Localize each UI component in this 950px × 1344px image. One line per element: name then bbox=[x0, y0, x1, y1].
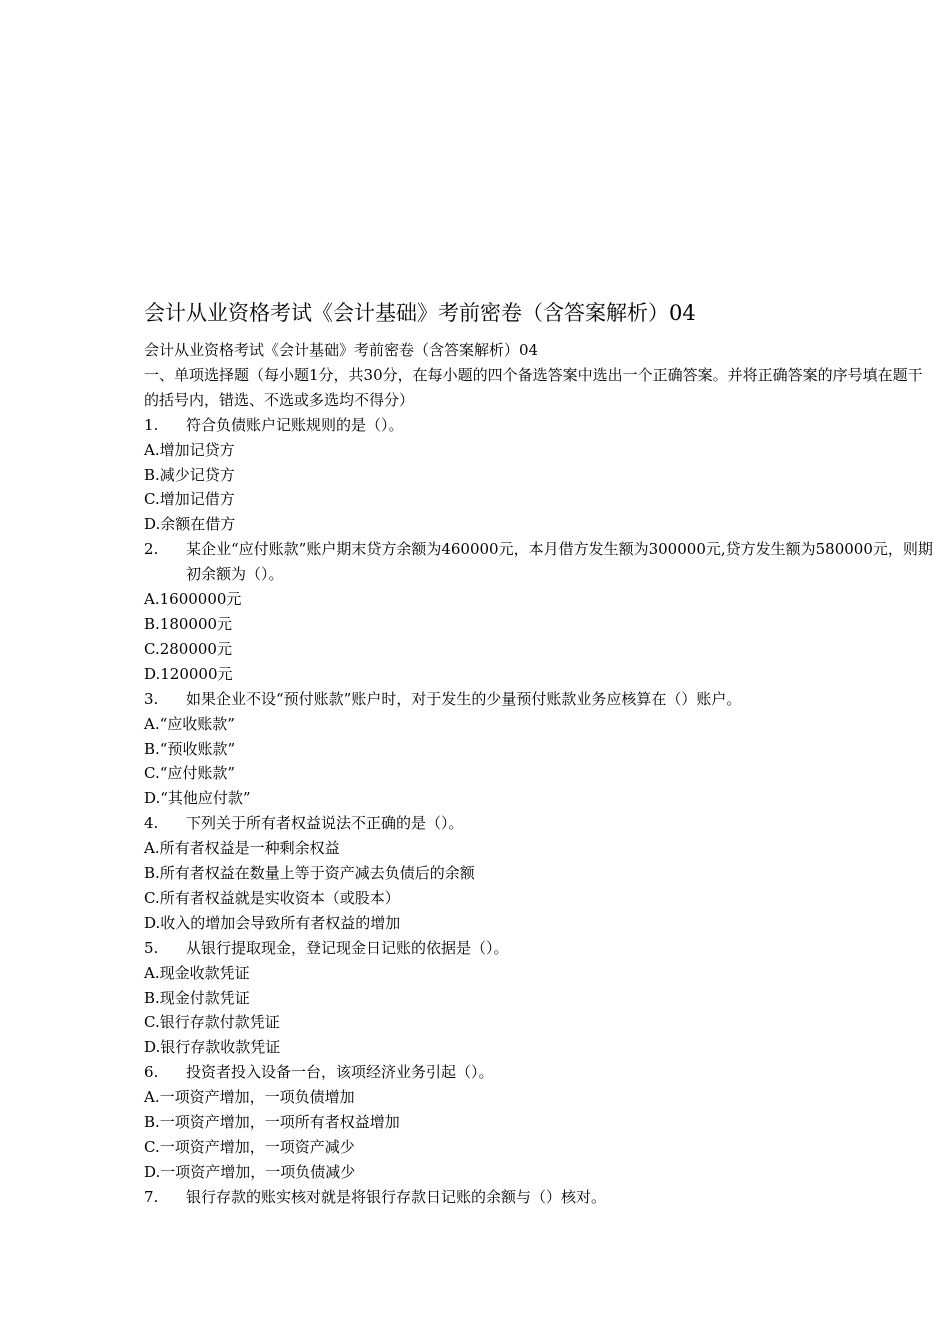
question-stem bbox=[144, 687, 934, 712]
answer-option: B.现金付款凭证 bbox=[144, 988, 250, 1007]
document-subtitle: 会计从业资格考试《会计基础》考前密卷（含答案解析）04 bbox=[144, 341, 539, 359]
question-text: 如果企业不设“预付账款”账户时，对于发生的少量预付账款业务应核算在（）账户。 bbox=[186, 689, 742, 708]
answer-option: C.增加记借方 bbox=[144, 490, 235, 509]
question-text: 银行存款的账实核对就是将银行存款日记账的余额与（）核对。 bbox=[186, 1187, 607, 1206]
question-number: 6. bbox=[144, 1063, 159, 1082]
answer-option: D.一项资产增加，一项负债减少 bbox=[144, 1162, 356, 1181]
answer-option: B.“预收账款” bbox=[144, 739, 236, 758]
answer-option: A.现金收款凭证 bbox=[144, 963, 250, 982]
answer-option: A.一项资产增加，一项负债增加 bbox=[144, 1088, 355, 1107]
question-number: 4. bbox=[144, 814, 159, 833]
question-stem bbox=[144, 1185, 934, 1210]
answer-option: A.所有者权益是一种剩余权益 bbox=[144, 839, 340, 858]
answer-option: D.120000元 bbox=[144, 664, 233, 683]
answer-option: B.所有者权益在数量上等于资产减去负债后的余额 bbox=[144, 864, 475, 883]
answer-option: A.“应收账款” bbox=[144, 714, 235, 733]
answer-option: C.280000元 bbox=[144, 639, 232, 658]
question-number: 5. bbox=[144, 938, 159, 957]
answer-option: D.收入的增加会导致所有者权益的增加 bbox=[144, 913, 401, 932]
answer-option: B.减少记贷方 bbox=[144, 465, 235, 484]
question-stem bbox=[144, 1060, 934, 1085]
question-number: 3. bbox=[144, 689, 159, 708]
question-text: 某企业“应付账款”账户期末贷方余额为460000元，本月借方发生额为300000元,贷方发生额为580000元，则期初余额为（）。 bbox=[186, 540, 933, 584]
answer-option: D.银行存款收款凭证 bbox=[144, 1038, 281, 1057]
answer-option: B.180000元 bbox=[144, 614, 233, 633]
question-text: 下列关于所有者权益说法不正确的是（）。 bbox=[186, 814, 464, 833]
question-stem bbox=[144, 537, 934, 587]
answer-option: C.银行存款付款凭证 bbox=[144, 1013, 280, 1032]
question-stem bbox=[144, 811, 934, 836]
question-list bbox=[144, 413, 934, 1210]
question-text: 投资者投入设备一台，该项经济业务引起（）。 bbox=[186, 1063, 494, 1082]
document-page bbox=[144, 296, 934, 1210]
question-number: 2. bbox=[144, 540, 159, 559]
section-header: 一、单项选择题（每小题1分，共30分，在每小题的四个备选答案中选出一个正确答案。并将正确答案的序号填在题干的括号内，错选、不选或多选均不得分） bbox=[144, 365, 923, 409]
document-title: 会计从业资格考试《会计基础》考前密卷（含答案解析）04 bbox=[144, 301, 696, 325]
answer-option: A.1600000元 bbox=[144, 590, 242, 609]
question-number: 7. bbox=[144, 1187, 159, 1206]
question-stem bbox=[144, 413, 934, 438]
answer-option: B.一项资产增加，一项所有者权益增加 bbox=[144, 1113, 400, 1132]
question-number: 1. bbox=[144, 415, 159, 434]
answer-option: C.所有者权益就是实收资本（或股本） bbox=[144, 888, 400, 907]
answer-option: A.增加记贷方 bbox=[144, 440, 235, 459]
question-text: 从银行提取现金，登记现金日记账的依据是（）。 bbox=[186, 938, 509, 957]
answer-option: D.“其他应付款” bbox=[144, 789, 251, 808]
question-text: 符合负债账户记账规则的是（）。 bbox=[186, 415, 404, 434]
answer-option: C.“应付账款” bbox=[144, 764, 236, 783]
question-stem bbox=[144, 936, 934, 961]
answer-option: C.一项资产增加，一项资产减少 bbox=[144, 1138, 355, 1156]
answer-option: D.余额在借方 bbox=[144, 515, 236, 534]
